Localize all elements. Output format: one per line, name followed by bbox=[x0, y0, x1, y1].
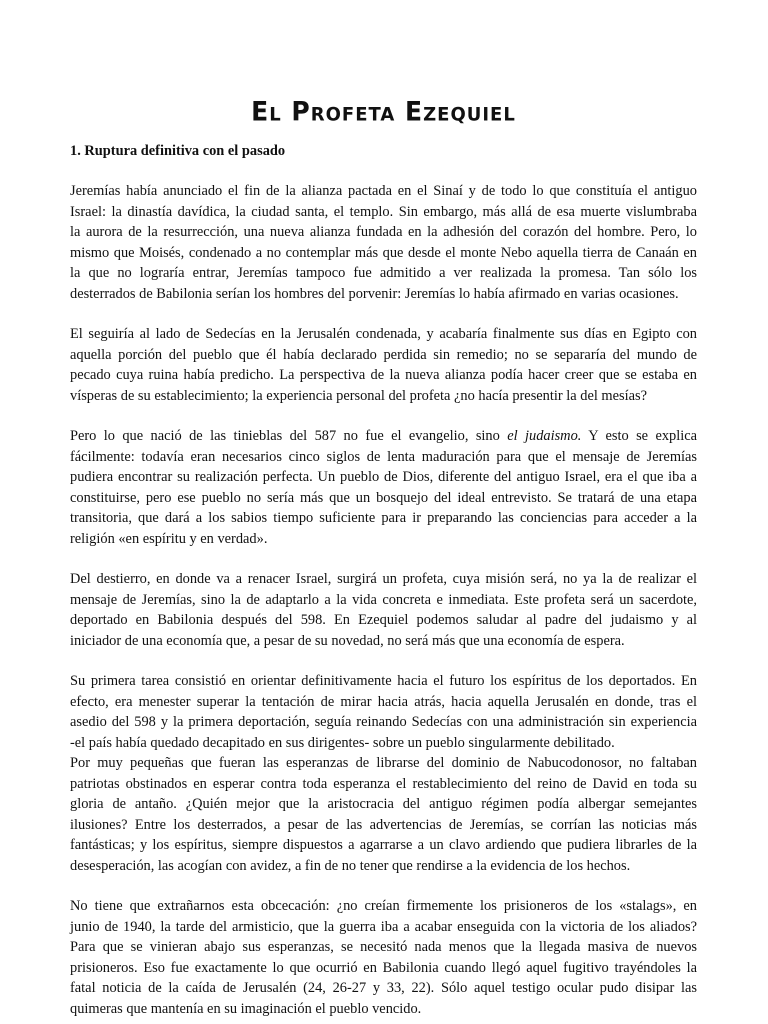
text-line: El seguiría al lado de Sedecías en la Jerusalén condenada, y acabaría finalmente sus días en Egipto con bbox=[70, 326, 697, 342]
paragraph-1 bbox=[70, 181, 697, 304]
text-line: gloria de antaño. ¿Quién mejor que la aristocracia del antiguo régimen podía albergar semejantes bbox=[70, 796, 697, 812]
text-line: fantásticas; y los espíritus, siempre dispuestos a agarrarse a un clavo ardiendo que pudiera librarles de la bbox=[70, 837, 697, 853]
italic-phrase: el judaismo. bbox=[507, 428, 582, 444]
text-line: prisioneros. Eso fue exactamente lo que ocurrió en Babilonia cuando llegó aquel fugitivo trayéndoles la bbox=[70, 959, 697, 976]
text-line: vísperas de su establecimiento; la experiencia personal del profeta ¿no hacía presentir la del mesías? bbox=[70, 387, 647, 404]
text-line: quimeras que mantenía en su imaginación el pueblo vencido. bbox=[70, 1000, 422, 1017]
text-line: Del destierro, en donde va a renacer Israel, surgirá un profeta, cuya misión será, no ya la de realizar el bbox=[70, 571, 697, 587]
text-line: pudiera encontrar su realización perfecta. Un pueblo de Dios, diferente del antiguo Israel, era el que iba a bbox=[70, 469, 697, 485]
text-line: deportado en Babilonia después del 598. En Ezequiel podemos saludar al padre del judaismo y al bbox=[70, 612, 697, 628]
text-line: mensaje de Jeremías, sino la de adaptarlo a la vida concreta e inmediata. Este profeta será un sacerdote, bbox=[70, 591, 697, 608]
text-line: ilusiones? Entre los desterrados, a pesar de las advertencias de Jeremías, se corrían las noticias más bbox=[70, 816, 697, 833]
text-line: religión «en espíritu y en verdad». bbox=[70, 530, 268, 547]
text-run: Y esto se explica bbox=[581, 428, 697, 444]
text-line: efecto, era menester superar la tentación de mirar hacia atrás, hacia aquella Jerusalén en donde, tras el bbox=[70, 693, 697, 710]
spacer bbox=[70, 406, 697, 426]
paragraph-2 bbox=[70, 324, 697, 406]
text-line: junio de 1940, la tarde del armisticio, que la guerra iba a acabar enseguida con la victoria de los aliados? bbox=[70, 918, 697, 935]
text-line: mismo que Moisés, condenado a no contemplar más que desde el monte Nebo aquella tierra de Canaán en bbox=[70, 244, 697, 261]
spacer bbox=[70, 161, 697, 181]
spacer bbox=[70, 304, 697, 324]
text-line: fatal noticia de la caída de Jerusalén (24, 26-27 y 33, 22). Sólo aquel testigo ocular pudo disipar las bbox=[70, 980, 697, 996]
text-line: desterrados de Babilonia serían los hombres del porvenir: Jeremías lo había afirmado en varias ocasiones. bbox=[70, 285, 679, 302]
spacer bbox=[70, 876, 697, 896]
text-line: pecado cuya ruina había predicho. La perspectiva de la nueva alianza podía hacer creer que se estaba en bbox=[70, 367, 697, 383]
paragraph-4 bbox=[70, 569, 697, 651]
text-line: iniciador de una economía que, a pesar de su novedad, no será más que una economía de espera. bbox=[70, 632, 625, 649]
text-line bbox=[70, 426, 697, 447]
paragraph-7 bbox=[70, 896, 697, 1019]
spacer bbox=[70, 651, 697, 671]
text-line: transitoria, que dará a los sabios tiempo suficiente para ir preparando las conciencias para acceder a la bbox=[70, 510, 697, 526]
paragraph-3 bbox=[70, 426, 697, 549]
section-heading: 1. Ruptura definitiva con el pasado bbox=[70, 143, 286, 159]
text-line: desesperación, las acogían con avidez, a fin de no tener que rendirse a la evidencia de los hechos. bbox=[70, 857, 631, 874]
text-line: Para que se vinieran abajo sus esperanzas, se necesitó nada menos que la llegada masiva de nuevos bbox=[70, 939, 697, 955]
text-line: Por muy pequeñas que fueran las esperanzas de librarse del dominio de Nabucodonosor, no faltaban bbox=[70, 755, 697, 771]
paragraph-5 bbox=[70, 671, 697, 753]
text-line: Israel: la dinastía davídica, la ciudad santa, el templo. Sin embargo, más allá de esa muerte vislumbraba bbox=[70, 203, 697, 220]
text-line: constituirse, pero ese pueblo no sería más que un bosquejo del ideal entrevisto. Se tratará de una etapa bbox=[70, 489, 697, 506]
text-line: -el país había quedado decapitado en sus dirigentes- sobre un pueblo singularmente debilitado. bbox=[70, 734, 615, 751]
text-line: fácilmente: todavía eran necesarios cinco siglos de lenta maduración para que el mensaje de Jeremías bbox=[70, 448, 697, 465]
text-line: patriotas obstinados en esperar contra toda esperanza el restablecimiento del reino de David en toda su bbox=[70, 775, 697, 792]
text-line: Jeremías había anunciado el fin de la alianza pactada en el Sinaí y de todo lo que constituía el antiguo bbox=[70, 183, 697, 199]
text-line: No tiene que extrañarnos esta obcecación: ¿no creían firmemente los prisioneros de los «stalags», en bbox=[70, 898, 697, 914]
text-line: asedio del 598 y la primera deportación, seguía reinando Sedecías con una administración sin experiencia bbox=[70, 714, 697, 730]
spacer bbox=[70, 549, 697, 569]
text-line: la aurora de la resurrección, una nueva alianza fundada en la adhesión del corazón del hombre. Pero, lo bbox=[70, 224, 697, 240]
text-line: aquella porción del pueblo que él había declarado perdida sin remedio; no se separaría del mundo de bbox=[70, 346, 697, 363]
text-line: la que no lograría entrar, Jeremías tampoco fue admitido a ver realizada la promesa. Tan sólo los bbox=[70, 265, 697, 281]
text-line: Su primera tarea consistió en orientar definitivamente hacia el futuro los espíritus de los deportados. En bbox=[70, 673, 697, 689]
page-title: El Profeta Ezequiel bbox=[251, 96, 516, 128]
paragraph-6 bbox=[70, 753, 697, 876]
text-run: Pero lo que nació de las tinieblas del 587 no fue el evangelio, sino bbox=[70, 428, 508, 444]
